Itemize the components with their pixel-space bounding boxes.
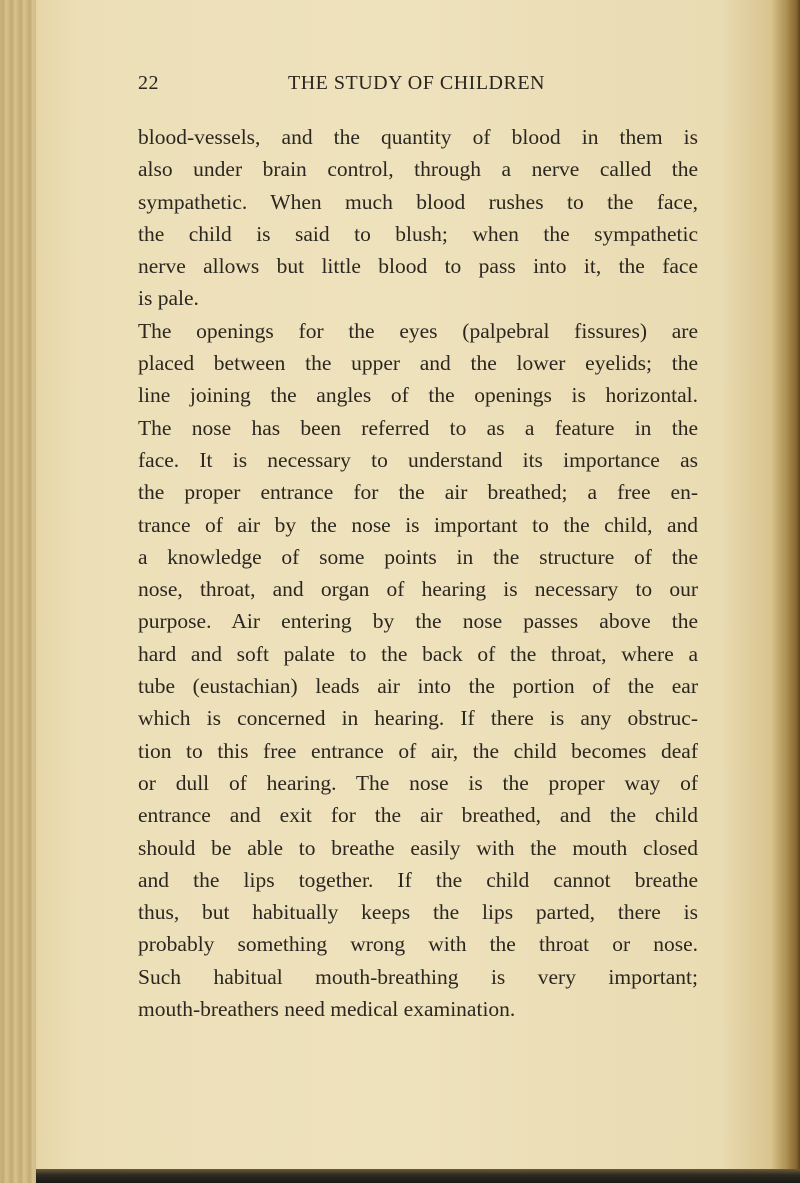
text-line: or dull of hearing. The nose is the proper way of	[138, 770, 698, 795]
running-header	[138, 72, 698, 102]
text-line: The openings for the eyes (palpebral fissures) are	[138, 318, 698, 343]
text-line: face. It is necessary to understand its importance as	[138, 447, 698, 472]
text-line: the child is said to blush; when the sympathetic	[138, 221, 698, 246]
text-line: tion to this free entrance of air, the child becomes deaf	[138, 738, 698, 763]
body-text	[138, 121, 698, 1025]
text-line: is pale.	[138, 286, 199, 311]
text-line: thus, but habitually keeps the lips parted, there is	[138, 900, 698, 925]
text-line: nerve allows but little blood to pass into it, the face	[138, 254, 698, 279]
text-line: probably something wrong with the throat or nose.	[138, 932, 698, 957]
text-line: mouth-breathers need medical examination.	[138, 997, 516, 1022]
text-line: nose, throat, and organ of hearing is necessary to our	[138, 577, 698, 602]
text-line: hard and soft palate to the back of the throat, where a	[138, 641, 698, 666]
text-line: purpose. Air entering by the nose passes above the	[138, 609, 698, 634]
text-line: also under brain control, through a nerve called the	[138, 157, 698, 182]
text-line: trance of air by the nose is important to the child, and	[138, 512, 698, 537]
page-binding-left	[0, 0, 36, 1183]
text-line: a knowledge of some points in the structure of the	[138, 544, 698, 569]
text-line: line joining the angles of the openings is horizontal.	[138, 383, 698, 408]
text-line: the proper entrance for the air breathed; a free en-	[138, 480, 698, 505]
text-line: blood-vessels, and the quantity of blood in them is	[138, 125, 698, 149]
text-line: tube (eustachian) leads air into the portion of the ear	[138, 674, 698, 699]
page-number: 22	[138, 72, 159, 94]
text-line: placed between the upper and the lower eyelids; the	[138, 351, 698, 376]
text-line: should be able to breathe easily with the mouth closed	[138, 835, 698, 860]
running-title: THE STUDY OF CHILDREN	[288, 72, 545, 94]
text-line: and the lips together. If the child cannot breathe	[138, 867, 698, 892]
text-line: entrance and exit for the air breathed, and the child	[138, 803, 698, 828]
text-line: Such habitual mouth-breathing is very important;	[138, 964, 698, 989]
page-bottom-edge	[36, 1169, 800, 1183]
page-edge-right	[772, 0, 800, 1183]
text-line: which is concerned in hearing. If there is any obstruc-	[138, 706, 698, 731]
text-line: sympathetic. When much blood rushes to the face,	[138, 189, 698, 214]
text-line: The nose has been referred to as a feature in the	[138, 415, 698, 440]
